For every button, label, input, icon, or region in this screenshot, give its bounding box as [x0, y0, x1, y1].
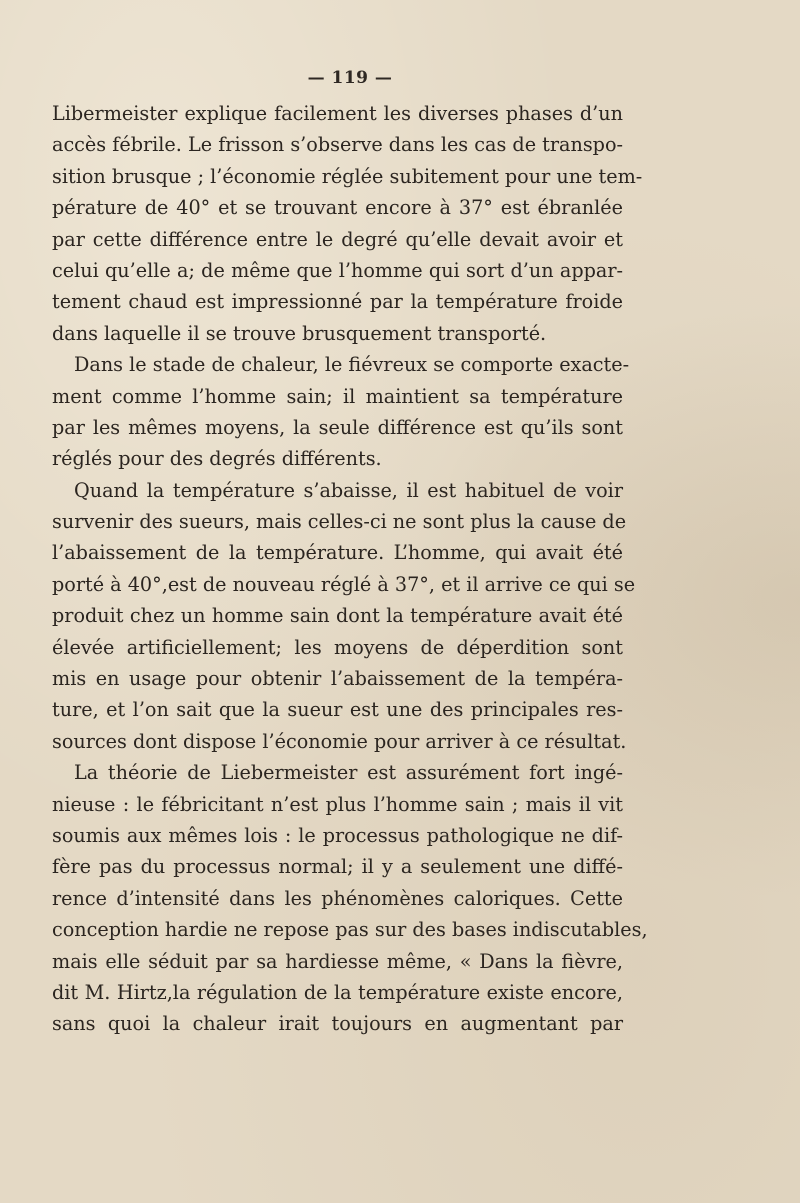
body-text [52, 98, 648, 1040]
text-line: rence d’intensité dans les phénomènes caloriques. Cette [52, 886, 623, 910]
text-line: élevée artificiellement; les moyens de déperdition sont [52, 635, 623, 659]
page-number: — 119 — [307, 68, 393, 88]
text-line: soumis aux mêmes lois : le processus pathologique ne dif- [52, 823, 623, 847]
text-line: pérature de 40° et se trouvant encore à 37° est ébranlée [52, 196, 623, 220]
text-line: fère pas du processus normal; il y a seulement une diffé- [52, 855, 623, 879]
text-line: par les mêmes moyens, la seule différence est qu’ils sont [52, 415, 623, 439]
text-line: sition brusque ; l’économie réglée subitement pour une tem- [52, 164, 643, 188]
text-line: mais elle séduit par sa hardiesse même, « Dans la fièvre, [52, 949, 623, 973]
text-line: tement chaud est impressionné par la température froide [52, 290, 623, 314]
paragraph-start-line: Quand la température s’abaisse, il est habituel de voir [74, 478, 623, 502]
paragraph-start-line: Dans le stade de chaleur, le fiévreux se comporte exacte- [74, 353, 630, 377]
text-line: l’abaissement de la température. L’homme, qui avait été [52, 541, 623, 565]
text-line: Libermeister explique facilement les diverses phases d’un [52, 102, 623, 125]
text-line: produit chez un homme sain dont la température avait été [52, 604, 623, 628]
text-line: sources dont dispose l’économie pour arriver à ce résultat. [52, 729, 627, 753]
text-line: ment comme l’homme sain; il maintient sa température [52, 384, 623, 408]
text-line: ture, et l’on sait que la sueur est une des principales res- [52, 698, 623, 722]
paragraph-start-line: La théorie de Liebermeister est assurément fort ingé- [74, 761, 623, 785]
text-line: nieuse : le fébricitant n’est plus l’homme sain ; mais il vit [52, 792, 623, 816]
text-line: réglés pour des degrés différents. [52, 447, 382, 471]
text-line: survenir des sueurs, mais celles-ci ne sont plus la cause de [52, 510, 627, 534]
text-line: accès fébrile. Le frisson s’observe dans les cas de transpo- [52, 133, 623, 157]
text-line: sans quoi la chaleur irait toujours en augmentant par [52, 1012, 623, 1036]
text-line: celui qu’elle a; de même que l’homme qui sort d’un appar- [52, 258, 623, 282]
text-line: dit M. Hirtz,la régulation de la température existe encore, [52, 980, 623, 1004]
text-line: par cette différence entre le degré qu’elle devait avoir et [52, 227, 623, 251]
text-line: dans laquelle il se trouve brusquement transporté. [52, 321, 547, 345]
text-line: conception hardie ne repose pas sur des bases indiscutables, [52, 918, 648, 942]
text-line: porté à 40°,est de nouveau réglé à 37°, et il arrive ce qui se [52, 572, 636, 596]
text-line: mis en usage pour obtenir l’abaissement de la tempéra- [52, 667, 623, 691]
